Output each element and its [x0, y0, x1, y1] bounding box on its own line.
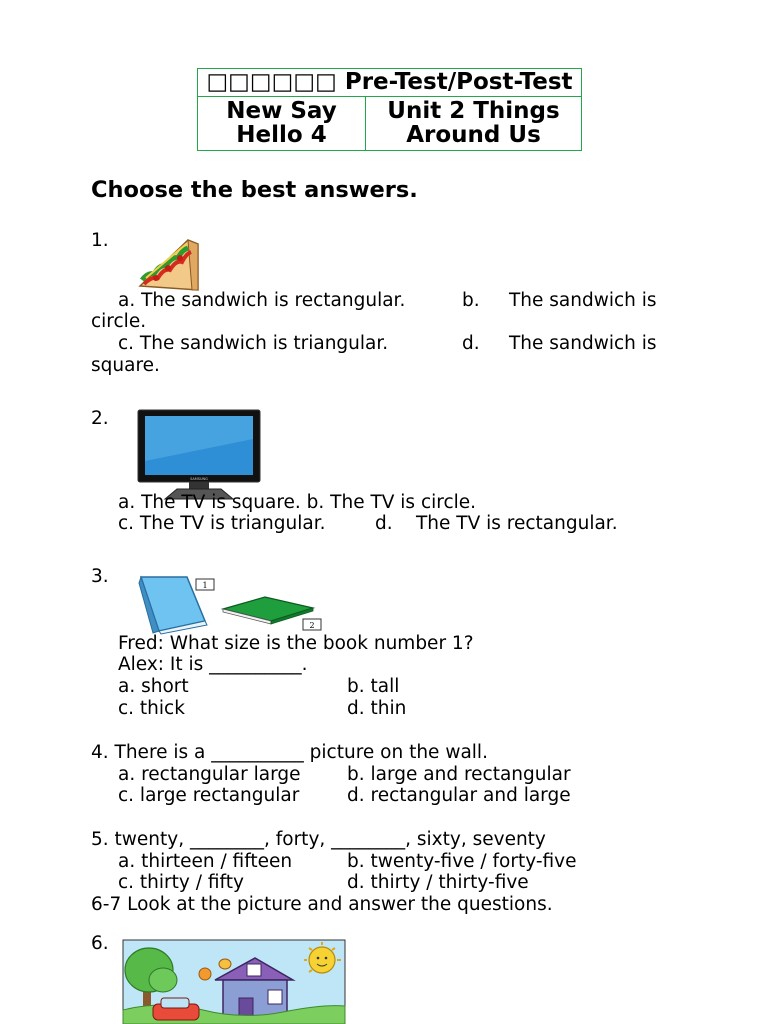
q3-option-c: c. thick	[118, 698, 185, 719]
header-table	[197, 68, 582, 151]
tv-brand: SAMSUNG	[190, 477, 208, 481]
q3-fred-line: Fred: What size is the book number 1?	[118, 633, 474, 654]
book-label-1: 1	[202, 581, 208, 590]
q3-option-d: d. thin	[347, 698, 407, 719]
q1-option-d-label: d.	[462, 333, 480, 354]
header-unit-cell	[366, 97, 581, 150]
q5-option-a: a. thirteen / fifteen	[118, 851, 293, 872]
q5-option-c: c. thirty / fifty	[118, 872, 244, 893]
q1-option-b: The sandwich is	[509, 290, 657, 311]
header-book-line2: Hello 4	[236, 122, 327, 148]
q2-option-c: c. The TV is triangular.	[118, 513, 326, 534]
q6-number: 6.	[91, 933, 109, 954]
q2-option-d: The TV is rectangular.	[416, 513, 618, 534]
tv-icon	[137, 409, 263, 501]
q5-stem: 5. twenty, ________, forty, ________, sixty, seventy	[91, 829, 546, 850]
q3-alex-line: Alex: It is __________.	[118, 654, 308, 675]
q4-option-b: b. large and rectangular	[347, 764, 571, 785]
q3-option-a: a. short	[118, 676, 189, 697]
q2-options-ab: a. The TV is square. b. The TV is circle.	[118, 492, 477, 513]
header-unit-line2: Around Us	[406, 122, 541, 148]
book-label-2: 2	[309, 621, 315, 630]
q3-number: 3.	[91, 566, 109, 587]
q4-option-c: c. large rectangular	[118, 785, 300, 806]
header-book-cell	[198, 97, 366, 150]
book-icon	[137, 575, 323, 635]
q4-option-d: d. rectangular and large	[347, 785, 571, 806]
q1-option-b-label: b.	[462, 290, 480, 311]
q5-option-d: d. thirty / thirty-five	[347, 872, 529, 893]
q1-option-d: The sandwich is	[509, 333, 657, 354]
q2-number: 2.	[91, 408, 109, 429]
q4-option-a: a. rectangular large	[118, 764, 301, 785]
sandwich-icon	[136, 234, 202, 292]
header-unit-line1: Unit 2 Things	[387, 98, 560, 124]
header-title: □□□□□□ Pre-Test/Post-Test	[198, 69, 581, 97]
q67-instruction: 6-7 Look at the picture and answer the questions.	[91, 894, 553, 915]
q1-option-b-cont: circle.	[91, 311, 147, 332]
header-book-line1: New Say	[226, 98, 337, 124]
q4-stem: 4. There is a __________ picture on the wall.	[91, 742, 488, 763]
q2-option-d-label: d.	[375, 513, 393, 534]
house-scene-icon	[123, 940, 345, 1024]
q1-option-a: a. The sandwich is rectangular.	[118, 290, 406, 311]
instructions-heading: Choose the best answers.	[91, 177, 418, 203]
q1-number: 1.	[91, 230, 109, 251]
q1-option-d-cont: square.	[91, 355, 160, 376]
q5-option-b: b. twenty-five / forty-five	[347, 851, 577, 872]
q1-option-c: c. The sandwich is triangular.	[118, 333, 389, 354]
q3-option-b: b. tall	[347, 676, 400, 697]
